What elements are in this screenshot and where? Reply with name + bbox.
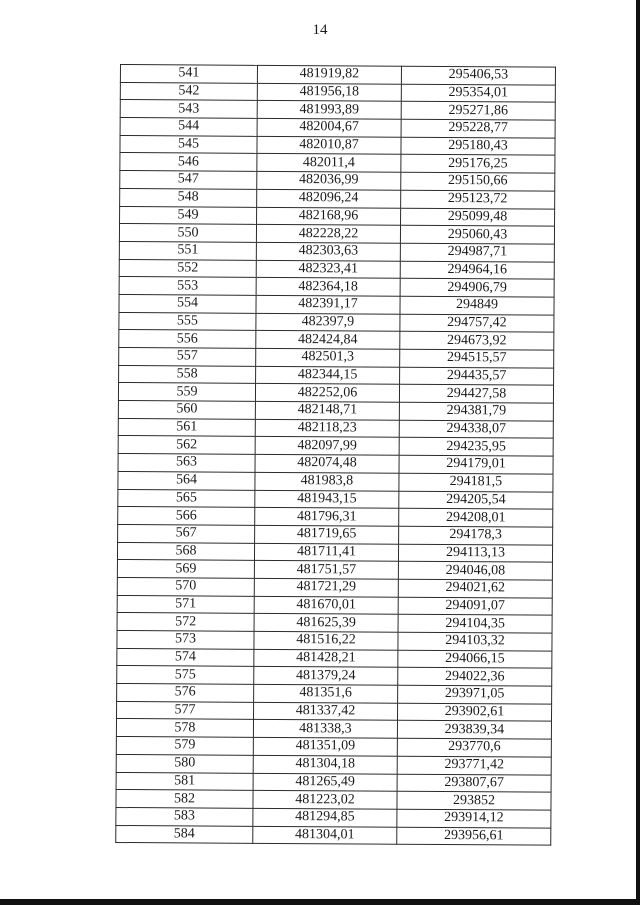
point-number-cell: 566 <box>118 507 255 526</box>
y-coordinate-cell: 294022,36 <box>398 668 552 687</box>
point-number-cell: 549 <box>120 206 257 225</box>
y-coordinate-cell: 294091,07 <box>398 597 552 616</box>
coordinates-table-wrapper <box>115 64 556 846</box>
point-number-cell: 582 <box>116 790 253 809</box>
x-coordinate-cell: 482344,15 <box>256 366 400 385</box>
point-number-cell: 541 <box>120 65 257 84</box>
point-number-cell: 552 <box>119 259 256 278</box>
x-coordinate-cell: 481751,57 <box>254 561 398 580</box>
page-border-right <box>636 0 640 905</box>
point-number-cell: 581 <box>116 772 253 791</box>
point-number-cell: 570 <box>117 577 254 596</box>
x-coordinate-cell: 482097,99 <box>255 437 399 456</box>
x-coordinate-cell: 482148,71 <box>255 401 399 420</box>
x-coordinate-cell: 482010,87 <box>257 136 401 155</box>
y-coordinate-cell: 294104,35 <box>398 615 552 634</box>
y-coordinate-cell: 294021,62 <box>398 579 552 598</box>
point-number-cell: 550 <box>119 224 256 243</box>
point-number-cell: 553 <box>119 277 256 296</box>
x-coordinate-cell: 481670,01 <box>254 596 398 615</box>
x-coordinate-cell: 481796,31 <box>255 508 399 527</box>
point-number-cell: 543 <box>120 100 257 119</box>
y-coordinate-cell: 294181,5 <box>399 473 553 492</box>
x-coordinate-cell: 481625,39 <box>254 614 398 633</box>
y-coordinate-cell: 294515,57 <box>400 349 554 368</box>
y-coordinate-cell: 293807,67 <box>397 774 551 793</box>
y-coordinate-cell: 294235,95 <box>399 438 553 457</box>
point-number-cell: 558 <box>119 365 256 384</box>
x-coordinate-cell: 482424,84 <box>256 331 400 350</box>
x-coordinate-cell: 481338,3 <box>253 720 397 739</box>
y-coordinate-cell: 294103,32 <box>398 632 552 651</box>
y-coordinate-cell: 294987,71 <box>400 243 554 262</box>
y-coordinate-cell: 293956,61 <box>397 827 551 846</box>
point-number-cell: 542 <box>120 82 257 101</box>
x-coordinate-cell: 481337,42 <box>253 702 397 721</box>
point-number-cell: 580 <box>116 754 253 773</box>
y-coordinate-cell: 294427,58 <box>399 385 553 404</box>
x-coordinate-cell: 482391,17 <box>256 295 400 314</box>
coordinates-table-body <box>116 65 556 846</box>
point-number-cell: 547 <box>120 171 257 190</box>
point-number-cell: 584 <box>116 825 253 844</box>
point-number-cell: 557 <box>119 347 256 366</box>
point-number-cell: 574 <box>117 648 254 667</box>
y-coordinate-cell: 293771,42 <box>397 756 551 775</box>
y-coordinate-cell: 295150,66 <box>401 172 555 191</box>
y-coordinate-cell: 294964,16 <box>400 261 554 280</box>
x-coordinate-cell: 482323,41 <box>256 260 400 279</box>
x-coordinate-cell: 482228,22 <box>256 225 400 244</box>
point-number-cell: 569 <box>117 560 254 579</box>
x-coordinate-cell: 482168,96 <box>257 207 401 226</box>
x-coordinate-cell: 481351,09 <box>253 737 397 756</box>
point-number-cell: 567 <box>118 524 255 543</box>
y-coordinate-cell: 294179,01 <box>399 455 553 474</box>
point-number-cell: 555 <box>119 312 256 331</box>
x-coordinate-cell: 482096,24 <box>257 189 401 208</box>
x-coordinate-cell: 481351,6 <box>254 684 398 703</box>
x-coordinate-cell: 481956,18 <box>257 83 401 102</box>
y-coordinate-cell: 294208,01 <box>399 508 553 527</box>
y-coordinate-cell: 293839,34 <box>397 721 551 740</box>
y-coordinate-cell: 295180,43 <box>401 137 555 156</box>
point-number-cell: 562 <box>118 436 255 455</box>
point-number-cell: 573 <box>117 630 254 649</box>
point-number-cell: 564 <box>118 471 255 490</box>
x-coordinate-cell: 482074,48 <box>255 454 399 473</box>
x-coordinate-cell: 482364,18 <box>256 278 400 297</box>
point-number-cell: 546 <box>120 153 257 172</box>
x-coordinate-cell: 481428,21 <box>254 649 398 668</box>
point-number-cell: 544 <box>120 118 257 137</box>
y-coordinate-cell: 295123,72 <box>401 190 555 209</box>
x-coordinate-cell: 481265,49 <box>253 773 397 792</box>
x-coordinate-cell: 481304,01 <box>253 826 397 845</box>
x-coordinate-cell: 481943,15 <box>255 490 399 509</box>
x-coordinate-cell: 481711,41 <box>254 543 398 562</box>
y-coordinate-cell: 295228,77 <box>401 119 555 138</box>
y-coordinate-cell: 295406,53 <box>401 66 555 85</box>
point-number-cell: 571 <box>117 595 254 614</box>
x-coordinate-cell: 481516,22 <box>254 631 398 650</box>
x-coordinate-cell: 482036,99 <box>257 171 401 190</box>
y-coordinate-cell: 294849 <box>400 296 554 315</box>
point-number-cell: 575 <box>117 666 254 685</box>
y-coordinate-cell: 294046,08 <box>398 561 552 580</box>
y-coordinate-cell: 294435,57 <box>400 367 554 386</box>
x-coordinate-cell: 481721,29 <box>254 578 398 597</box>
x-coordinate-cell: 482118,23 <box>255 419 399 438</box>
page-border-bottom <box>0 899 640 905</box>
point-number-cell: 548 <box>120 188 257 207</box>
x-coordinate-cell: 481294,85 <box>253 808 397 827</box>
table-row <box>116 825 551 845</box>
x-coordinate-cell: 481379,24 <box>254 667 398 686</box>
y-coordinate-cell: 295176,25 <box>401 155 555 174</box>
point-number-cell: 583 <box>116 807 253 826</box>
y-coordinate-cell: 294673,92 <box>400 332 554 351</box>
y-coordinate-cell: 293914,12 <box>397 809 551 828</box>
x-coordinate-cell: 481919,82 <box>257 65 401 84</box>
point-number-cell: 554 <box>119 294 256 313</box>
point-number-cell: 556 <box>119 330 256 349</box>
x-coordinate-cell: 481983,8 <box>255 472 399 491</box>
point-number-cell: 577 <box>116 701 253 720</box>
point-number-cell: 576 <box>117 684 254 703</box>
y-coordinate-cell: 295060,43 <box>400 225 554 244</box>
x-coordinate-cell: 481223,02 <box>253 791 397 810</box>
y-coordinate-cell: 294113,13 <box>398 544 552 563</box>
point-number-cell: 579 <box>116 737 253 756</box>
point-number-cell: 560 <box>118 401 255 420</box>
x-coordinate-cell: 482252,06 <box>255 384 399 403</box>
y-coordinate-cell: 294381,79 <box>399 402 553 421</box>
page-number: 14 <box>312 22 328 38</box>
point-number-cell: 551 <box>119 241 256 260</box>
y-coordinate-cell: 293770,6 <box>397 738 551 757</box>
y-coordinate-cell: 294338,07 <box>399 420 553 439</box>
y-coordinate-cell: 295099,48 <box>401 208 555 227</box>
y-coordinate-cell: 294205,54 <box>399 491 553 510</box>
y-coordinate-cell: 293971,05 <box>398 685 552 704</box>
x-coordinate-cell: 482397,9 <box>256 313 400 332</box>
point-number-cell: 565 <box>118 489 255 508</box>
x-coordinate-cell: 481993,89 <box>257 101 401 120</box>
point-number-cell: 559 <box>118 383 255 402</box>
y-coordinate-cell: 294066,15 <box>398 650 552 669</box>
x-coordinate-cell: 482011,4 <box>257 154 401 173</box>
y-coordinate-cell: 295354,01 <box>401 84 555 103</box>
coordinates-table <box>115 64 556 846</box>
y-coordinate-cell: 293852 <box>397 791 551 810</box>
point-number-cell: 545 <box>120 135 257 154</box>
x-coordinate-cell: 482501,3 <box>256 348 400 367</box>
point-number-cell: 563 <box>118 454 255 473</box>
y-coordinate-cell: 294906,79 <box>400 278 554 297</box>
x-coordinate-cell: 481304,18 <box>253 755 397 774</box>
point-number-cell: 568 <box>117 542 254 561</box>
point-number-cell: 561 <box>118 418 255 437</box>
y-coordinate-cell: 294178,3 <box>399 526 553 545</box>
x-coordinate-cell: 481719,65 <box>255 525 399 544</box>
x-coordinate-cell: 482303,63 <box>256 242 400 261</box>
x-coordinate-cell: 482004,67 <box>257 118 401 137</box>
y-coordinate-cell: 295271,86 <box>401 102 555 121</box>
y-coordinate-cell: 293902,61 <box>397 703 551 722</box>
point-number-cell: 578 <box>116 719 253 738</box>
y-coordinate-cell: 294757,42 <box>400 314 554 333</box>
point-number-cell: 572 <box>117 613 254 632</box>
